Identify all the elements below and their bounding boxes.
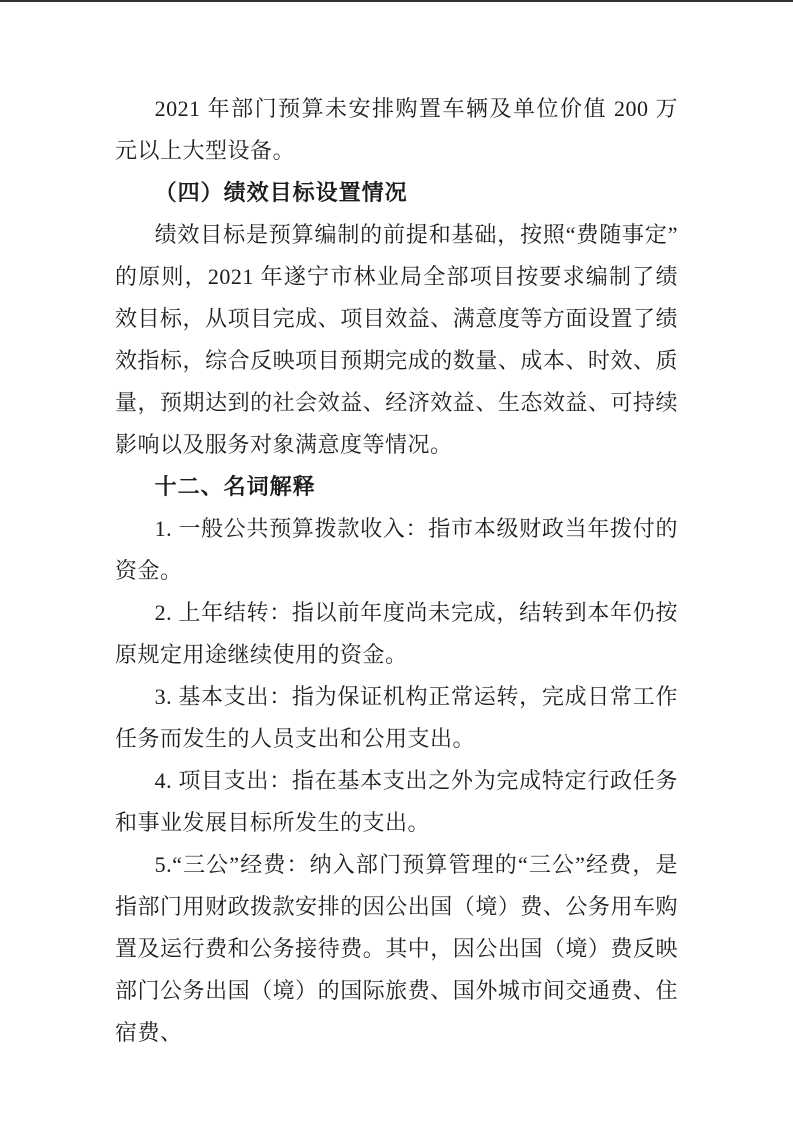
body-paragraph: 绩效目标是预算编制的前提和基础，按照“费随事定”的原则，2021 年遂宁市林业局全部项目按要求编制了绩效目标，从项目完成、项目效益、满意度等方面设置了绩效指标，综合反映项目预期完成的数量、成本、时效、质量，预期达到的社会效益、经济效益、生态效益、可持续影响以及服务对象满意度等情况。 [115,222,678,457]
body-paragraph: 5.“三公”经费：纳入部门预算管理的“三公”经费，是指部门用财政拨款安排的因公出国（境）费、公务用车购置及运行费和公务接待费。其中，因公出国（境）费反映部门公务出国（境）的国际旅费、国外城市间交通费、住宿费、 [115,852,678,1045]
body-paragraph: 4. 项目支出：指在基本支出之外为完成特定行政任务和事业发展目标所发生的支出。 [115,768,678,835]
section-heading: 十二、名词解释 [154,474,316,499]
body-paragraph: 1. 一般公共预算拨款收入：指市本级财政当年拨付的资金。 [115,516,678,583]
section-heading: （四）绩效目标设置情况 [154,180,408,205]
body-paragraph: 3. 基本支出：指为保证机构正常运转，完成日常工作任务而发生的人员支出和公用支出。 [115,684,678,751]
document-body [115,88,678,1054]
body-paragraph: 2. 上年结转：指以前年度尚未完成，结转到本年仍按原规定用途继续使用的资金。 [115,600,678,667]
body-paragraph: 2021 年部门预算未安排购置车辆及单位价值 200 万元以上大型设备。 [115,96,678,163]
